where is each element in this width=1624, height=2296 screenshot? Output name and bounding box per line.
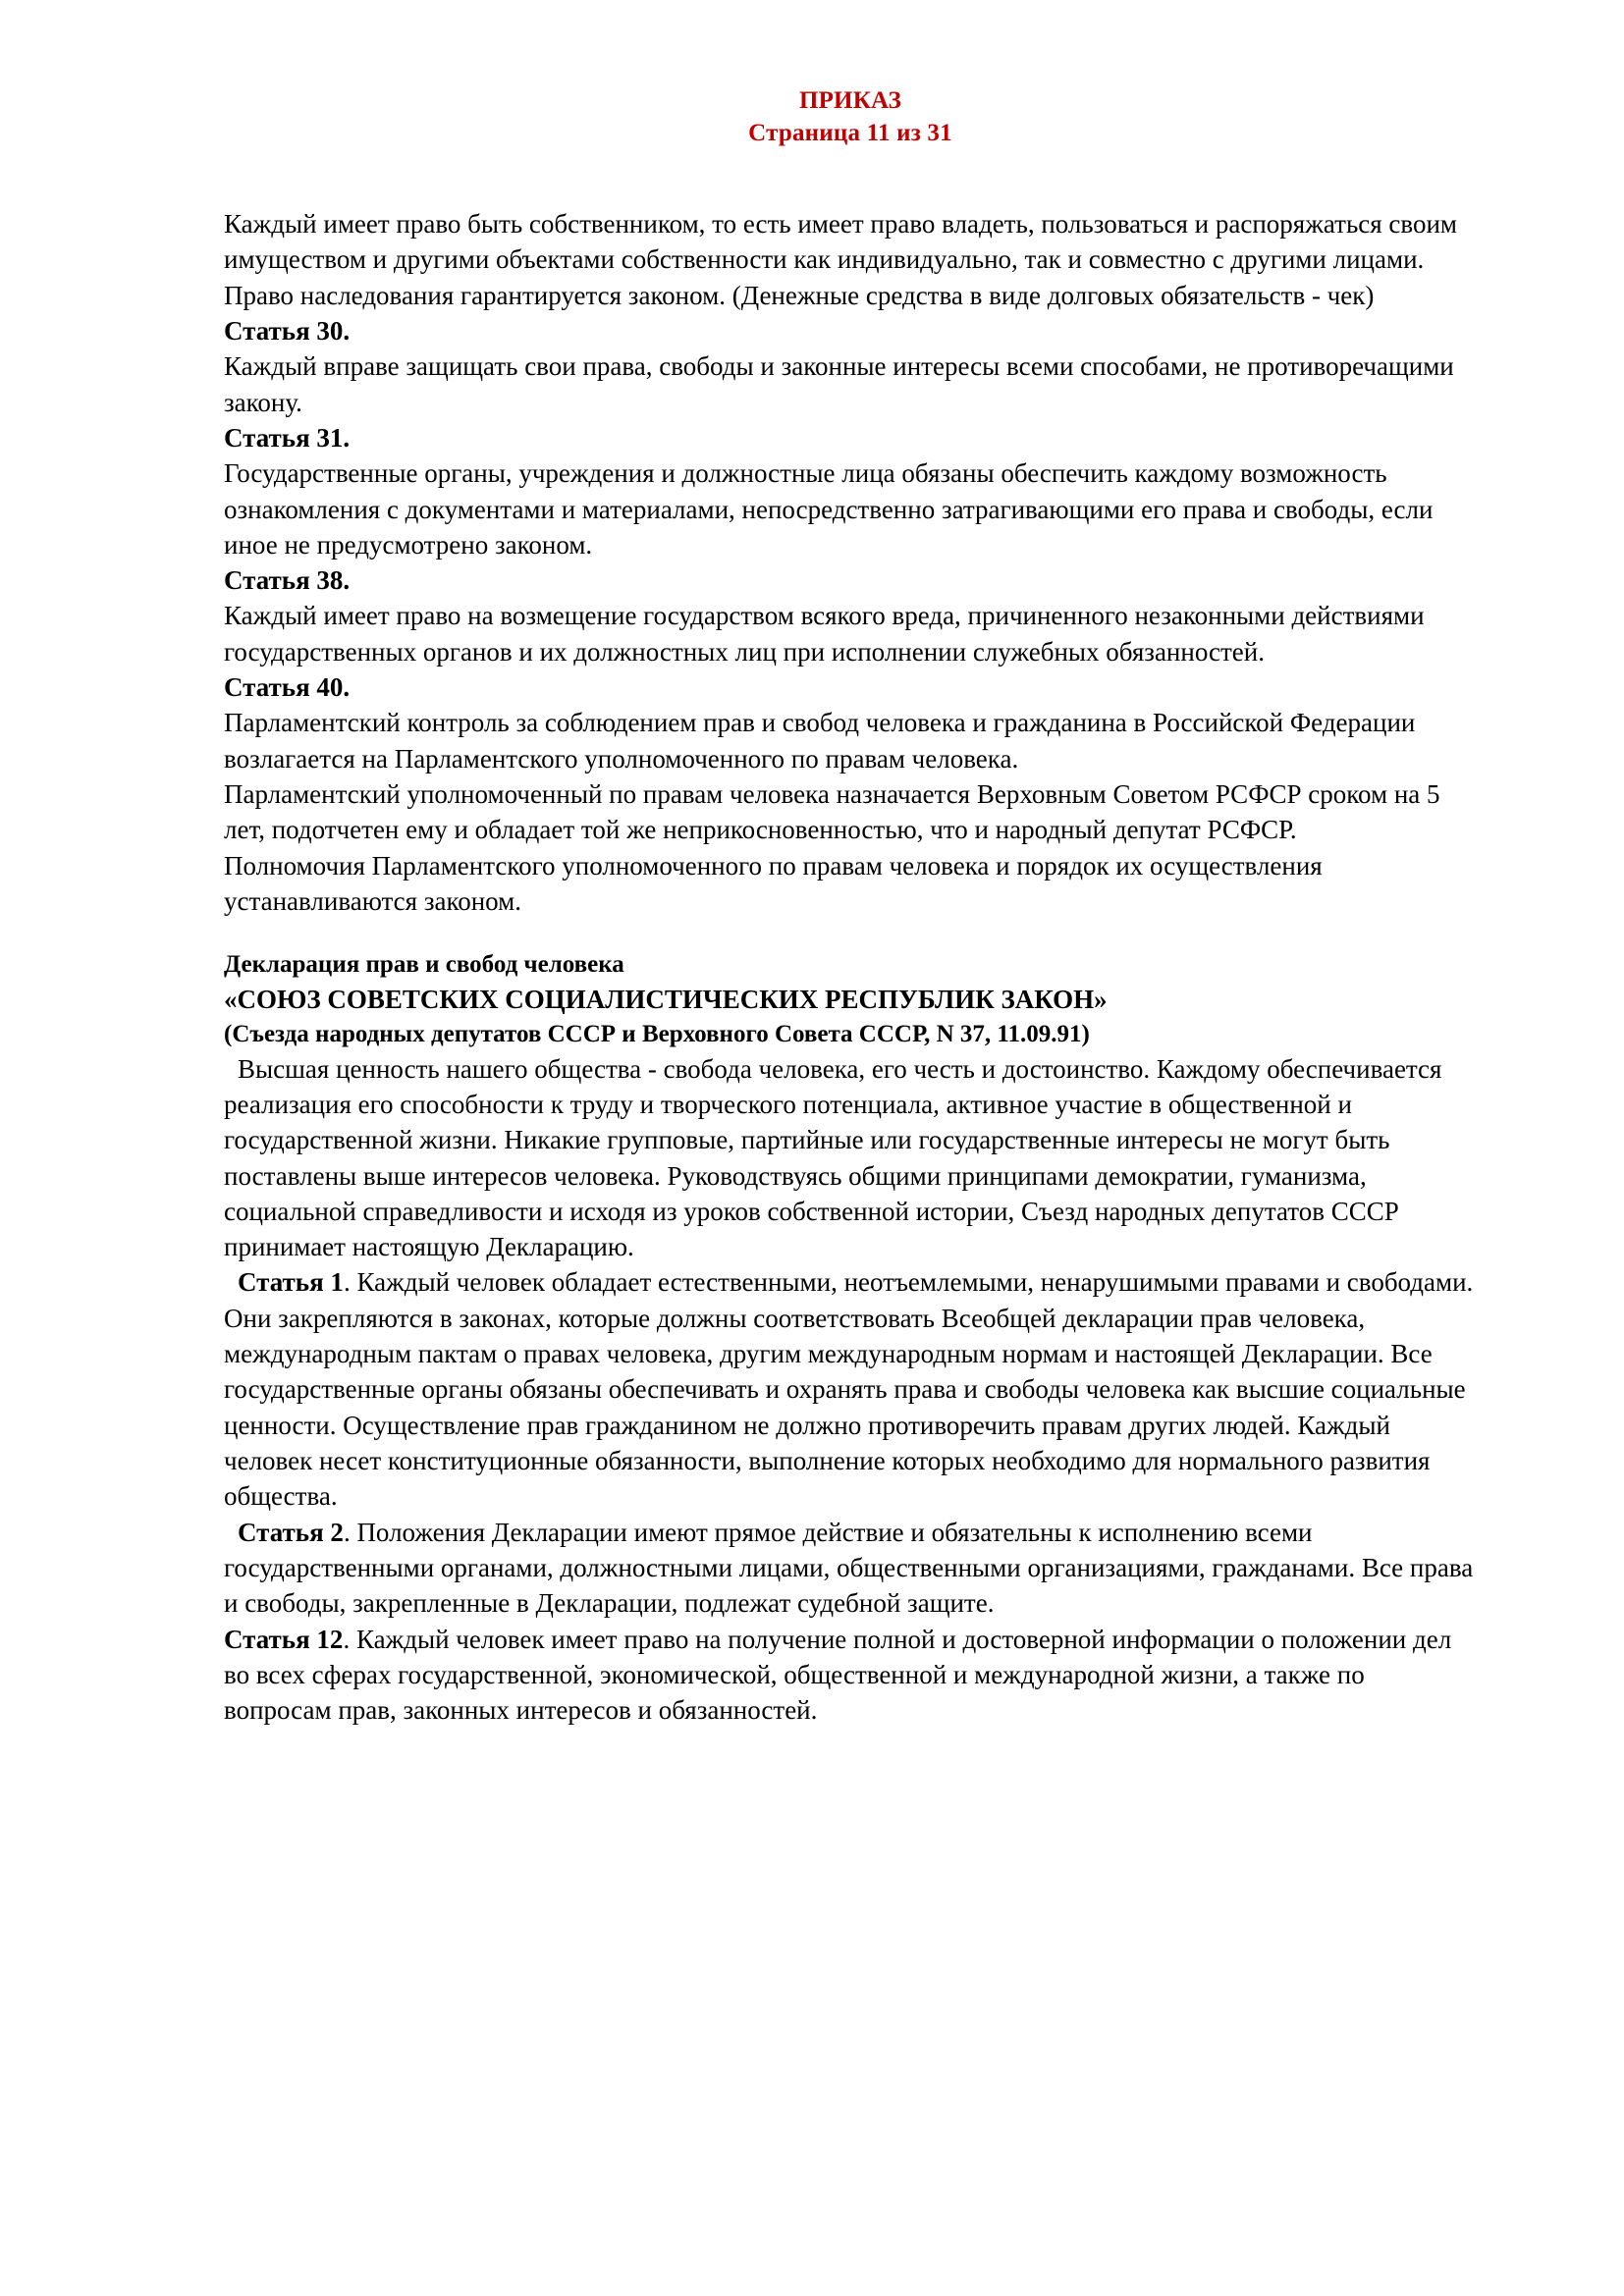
article-heading-31: Статья 31. — [224, 422, 351, 453]
intro-paragraph: Каждый имеет право быть собственником, то есть имеет право владеть, пользоваться и распоряжаться своим имуществом и другими объектами собственности как индивидуально, так и совместно с другими лицами. Право наследования гарантируется законом. (Денежные средства в виде долговых обязательств - чек) — [224, 209, 1457, 310]
declaration-subtitle: (Съезда народных депутатов СССР и Верховного Совета СССР, N 37, 11.09.91) — [224, 1020, 1090, 1047]
page-number-label: Страница 11 из 31 — [748, 120, 952, 146]
document-header — [224, 84, 1477, 149]
declaration-article-1-text: . Каждый человек обладает естественными, неотъемлемыми, ненарушимыми правами и свободами. Они закрепляются в законах, которые должны соответствовать Всеобщей декларации прав человека, международным пактам о правах человека, другим международным нормам и настоящей Декларации. Все государственные органы обязаны обеспечивать и охранять права и свободы человека как высшие социальные ценности. Осуществление прав гражданином не должно противоречить правам других людей. Каждый человек несет конституционные обязанности, выполнение которых необходимо для нормального развития общества. — [224, 1267, 1474, 1512]
declaration-article-2-heading: Статья 2 — [238, 1517, 344, 1547]
article-heading-40: Статья 40. — [224, 672, 351, 703]
declaration-article-12-heading: Статья 12 — [224, 1624, 344, 1654]
declaration-article-12-text: . Каждый человек имеет право на получение полной и достоверной информации о положении дел во всех сферах государственной, экономической, общественной и международной жизни, а также по вопросам прав, законных интересов и обязанностей. — [224, 1624, 1452, 1726]
declaration-title: Декларация прав и свобод человека — [224, 951, 624, 979]
document-body — [224, 206, 1477, 1729]
declaration-article-12 — [224, 1622, 1477, 1729]
article-text-40: Парламентский контроль за соблюдением прав и свобод человека и гражданина в Российской Федерации возлагается на Парламентского уполномоченного по правам человека. — [224, 708, 1416, 774]
ombudsman-appointment-paragraph: Парламентский уполномоченный по правам человека назначается Верховным Советом РСФСР сроком на 5 лет, подотчетен ему и обладает той же неприкосновенностью, что и народный депутат РСФСР. — [224, 779, 1440, 845]
declaration-article-1-heading: Статья 1 — [238, 1267, 344, 1298]
article-text-38: Каждый имеет право на возмещение государством всякого вреда, причиненного незаконными действиями государственных органов и их должностных лиц при исполнении служебных обязанностей. — [224, 601, 1425, 667]
ombudsman-powers-paragraph: Полномочия Парламентского уполномоченного по правам человека и порядок их осуществления устанавливаются законом. — [224, 850, 1323, 916]
article-heading-30: Статья 30. — [224, 315, 351, 346]
declaration-article-2 — [224, 1515, 1477, 1622]
declaration-article-1 — [224, 1264, 1477, 1514]
article-text-31: Государственные органы, учреждения и должностные лица обязаны обеспечить каждому возможность ознакомления с документами и материалами, непосредственно затрагивающими его права и свободы, если иное не предусмотрено законом. — [224, 458, 1434, 560]
declaration-article-2-text: . Положения Декларации имеют прямое действие и обязательны к исполнению всеми государственными органами, должностными лицами, общественными организациями, гражданами. Все права и свободы, закрепленные в Декларации, подлежат судебной защите. — [224, 1517, 1474, 1619]
article-text-30: Каждый вправе защищать свои права, свободы и законные интересы всеми способами, не противоречащими закону. — [224, 351, 1454, 417]
article-heading-38: Статья 38. — [224, 565, 351, 596]
declaration-law-title: «СОЮЗ СОВЕТСКИХ СОЦИАЛИСТИЧЕСКИХ РЕСПУБЛИК ЗАКОН» — [224, 985, 1108, 1015]
declaration-preamble: Высшая ценность нашего общества - свобода человека, его честь и достоинство. Каждому обеспечивается реализация его способности к труду и творческого потенциала, активное участие в общественной и государственной жизни. Никакие групповые, партийные или государственные интересы не могут быть поставлены выше интересов человека. Руководствуясь общими принципами демократии, гуманизма, социальной справедливости и исходя из уроков собственной истории, Съезд народных депутатов СССР принимает настоящую Декларацию. — [224, 1053, 1442, 1262]
section-spacer — [224, 919, 1477, 948]
document-title: ПРИКАЗ — [798, 87, 902, 114]
